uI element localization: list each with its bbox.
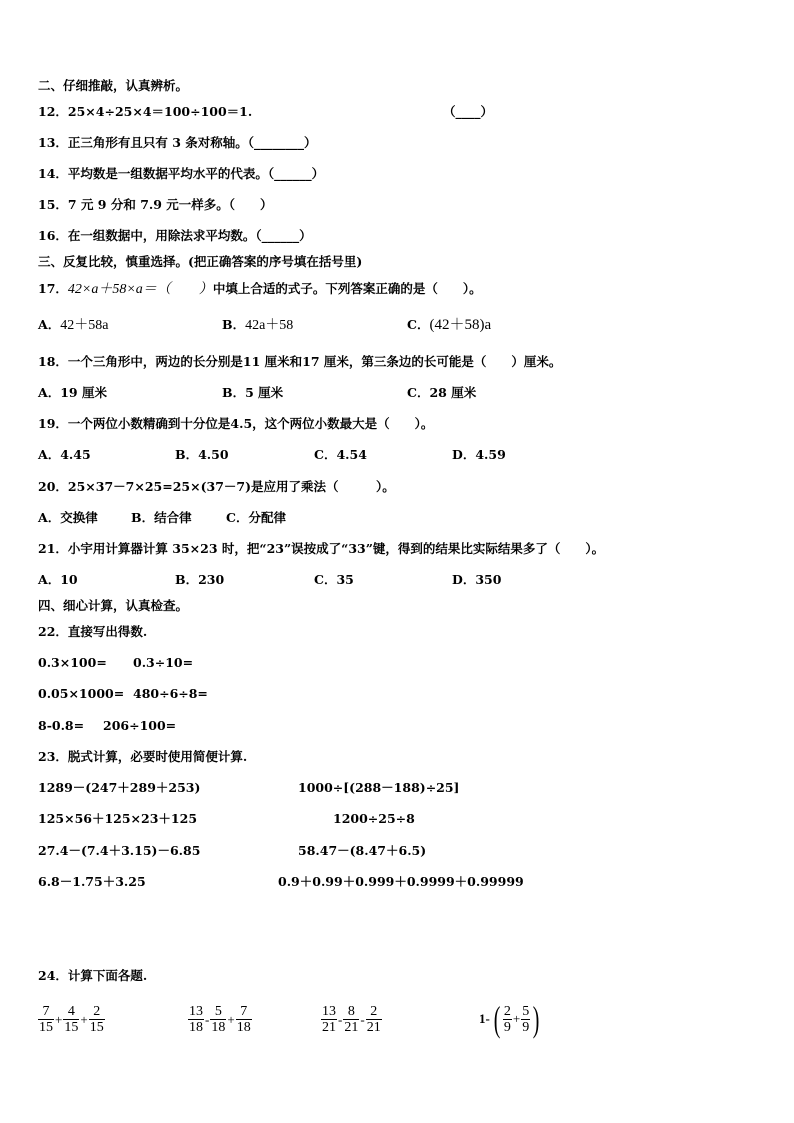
calc-item: 1000÷[(288－188)÷25] — [298, 780, 460, 795]
calc-item: 58.47－(8.47＋6.5) — [298, 843, 427, 858]
section3-heading: 三、反复比较，慎重选择。(把正确答案的序号填在括号里) — [38, 254, 363, 269]
question-13 — [38, 135, 317, 151]
question-number: 19． — [38, 416, 68, 431]
option-label: A． — [38, 447, 61, 462]
option-value: 42a＋58 — [245, 318, 294, 333]
question-number: 15． — [38, 197, 68, 212]
option-label: A． — [38, 510, 61, 525]
option-19a[interactable] — [38, 447, 91, 463]
fraction-problem-2 — [188, 1004, 252, 1035]
calc-item: 0.3÷10= — [133, 655, 194, 670]
option-19d[interactable] — [452, 447, 506, 463]
fraction: $\frac{2}{9}$ — [503, 1003, 511, 1035]
question-text: 25×4÷25×4＝100÷100＝1. — [67, 104, 253, 119]
fraction: $\frac{7}{18}$ — [236, 1004, 251, 1035]
option-value: 4.45 — [60, 447, 91, 462]
section2-heading: 二、仔细推敲，认真辨析。 — [38, 78, 189, 93]
option-19b[interactable] — [175, 447, 229, 463]
option-value: 230 — [198, 572, 225, 587]
calc-item: 27.4－(7.4＋3.15)－6.85 — [38, 843, 201, 858]
question-text: 7 元 9 分和 7.9 元一样多。（ ） — [67, 197, 273, 212]
option-label: A． — [38, 317, 61, 332]
option-20b[interactable] — [131, 510, 192, 526]
question-24-title: 24．计算下面各题. — [38, 968, 148, 983]
calc-item: 0.9＋0.99＋0.999＋0.9999＋0.99999 — [278, 874, 524, 889]
calc-item: 6.8－1.75＋3.25 — [38, 874, 146, 889]
calc-item: 0.05×1000= — [38, 686, 125, 701]
option-label: C． — [226, 510, 249, 525]
option-label: B． — [222, 385, 246, 400]
fraction: $\frac{4}{15}$ — [64, 1004, 79, 1035]
option-label: A． — [38, 385, 61, 400]
question-22-title: 22．直接写出得数. — [38, 624, 148, 639]
operator: - — [338, 1011, 343, 1027]
operator: 1- — [479, 1011, 490, 1026]
fraction: $\frac{5}{18}$ — [211, 1004, 226, 1035]
question-text: 平均数是一组数据平均水平的代表。（______） — [67, 166, 325, 181]
fraction: $\frac{2}{21}$ — [366, 1004, 381, 1035]
calc-item: 206÷100= — [103, 718, 177, 733]
question-text: 正三角形有且只有 3 条对称轴。（________） — [67, 135, 317, 150]
question-text: 小宇用计算器计算 35×23 时，把“23”误按成了“33”键，得到的结果比实际结果多了（ ）。 — [67, 541, 605, 556]
option-label: B． — [175, 447, 199, 462]
option-label: C． — [407, 385, 430, 400]
fraction-problem-3 — [321, 1004, 382, 1035]
question-14 — [38, 166, 324, 182]
question-number: 12． — [38, 104, 68, 119]
question-text: 在一组数据中，用除法求平均数。（______） — [67, 228, 312, 243]
option-label: C． — [314, 572, 337, 587]
question-21 — [38, 541, 604, 557]
option-value: 28 厘米 — [429, 385, 477, 400]
question-19 — [38, 416, 433, 432]
question-17 — [38, 281, 482, 298]
option-20c[interactable] — [226, 510, 286, 526]
fraction: $\frac{13}{21}$ — [322, 1004, 336, 1035]
question-text: 中填上合适的式子。下列答案正确的是（ ）。 — [212, 281, 482, 296]
fraction: $\frac{2}{15}$ — [89, 1004, 104, 1035]
option-value: 42＋58a — [60, 318, 109, 333]
operator: - — [205, 1011, 210, 1027]
operator: + — [55, 1011, 63, 1027]
calc-item: 1200÷25÷8 — [333, 811, 415, 826]
option-label: B． — [175, 572, 199, 587]
question-20 — [38, 479, 395, 495]
option-value: (42＋58)a — [429, 317, 492, 333]
question-number: 14． — [38, 166, 68, 181]
option-label: C． — [314, 447, 337, 462]
question-number: 16． — [38, 228, 68, 243]
question-number: 17． — [38, 281, 68, 296]
option-value: 10 — [60, 572, 78, 587]
fraction: $\frac{5}{9}$ — [522, 1003, 530, 1035]
option-17b[interactable] — [222, 317, 293, 334]
question-text: 一个两位小数精确到十分位是4.5，这个两位小数最大是（ ）。 — [67, 416, 434, 431]
operator: + — [80, 1011, 88, 1027]
operator: + — [512, 1011, 521, 1026]
fraction: $\frac{13}{18}$ — [189, 1004, 203, 1035]
option-value: 35 — [336, 572, 354, 587]
question-text: 25×37－7×25=25×(37－7)是应用了乘法（ ）。 — [67, 479, 395, 494]
option-label: D． — [452, 572, 476, 587]
option-21c[interactable] — [314, 572, 354, 588]
operator: + — [227, 1011, 235, 1027]
question-15 — [38, 197, 273, 213]
option-label: B． — [222, 317, 246, 332]
question-number: 20． — [38, 479, 68, 494]
calc-item: 1289－(247＋289＋253) — [38, 780, 201, 795]
operator: - — [360, 1011, 365, 1027]
option-21d[interactable] — [452, 572, 501, 588]
option-label: B． — [131, 510, 155, 525]
fraction: $\frac{8}{21}$ — [344, 1004, 359, 1035]
option-19c[interactable] — [314, 447, 367, 463]
option-value: 350 — [475, 572, 502, 587]
question-12 — [38, 104, 252, 120]
question-16 — [38, 228, 312, 244]
fraction-problem-1 — [38, 1004, 105, 1035]
option-label: D． — [452, 447, 476, 462]
calc-item: 125×56＋125×23＋125 — [38, 811, 198, 826]
option-18b[interactable] — [222, 385, 283, 401]
option-20a[interactable] — [38, 510, 98, 526]
option-17a[interactable] — [38, 317, 108, 334]
option-label: C． — [407, 317, 430, 332]
option-value: 4.54 — [336, 447, 367, 462]
option-value: 5 厘米 — [245, 385, 284, 400]
option-value: 4.59 — [475, 447, 506, 462]
option-value: 19 厘米 — [60, 385, 107, 400]
option-label: A． — [38, 572, 61, 587]
section4-heading: 四、细心计算，认真检查。 — [38, 598, 189, 613]
option-18c[interactable] — [407, 385, 476, 401]
calc-item: 8-0.8= — [38, 718, 85, 733]
option-18a[interactable] — [38, 385, 107, 401]
option-value: 4.50 — [198, 447, 229, 462]
option-value: 分配律 — [248, 510, 286, 525]
option-17c[interactable] — [407, 317, 491, 333]
answer-blank-12[interactable]: （____） — [443, 104, 494, 119]
calc-item: 0.3×100= — [38, 655, 107, 670]
option-21a[interactable] — [38, 572, 78, 588]
question-23-title: 23．脱式计算，必要时使用简便计算. — [38, 749, 248, 764]
option-value: 结合律 — [154, 510, 192, 525]
question-number: 21． — [38, 541, 68, 556]
calc-item: 480÷6÷8= — [133, 686, 208, 701]
question-text: 一个三角形中，两边的长分别是11 厘米和17 厘米，第三条边的长可能是（ ）厘米。 — [67, 354, 562, 369]
question-18 — [38, 354, 561, 370]
question-expression: 42×a＋58×a＝（ ） — [67, 282, 213, 297]
right-paren: ) — [532, 999, 540, 1039]
option-value: 交换律 — [60, 510, 98, 525]
fraction: $\frac{7}{15}$ — [39, 1004, 53, 1035]
question-number: 13． — [38, 135, 68, 150]
question-number: 18． — [38, 354, 68, 369]
left-paren: ( — [493, 999, 501, 1039]
option-21b[interactable] — [175, 572, 224, 588]
fraction-problem-4 — [478, 1001, 542, 1037]
